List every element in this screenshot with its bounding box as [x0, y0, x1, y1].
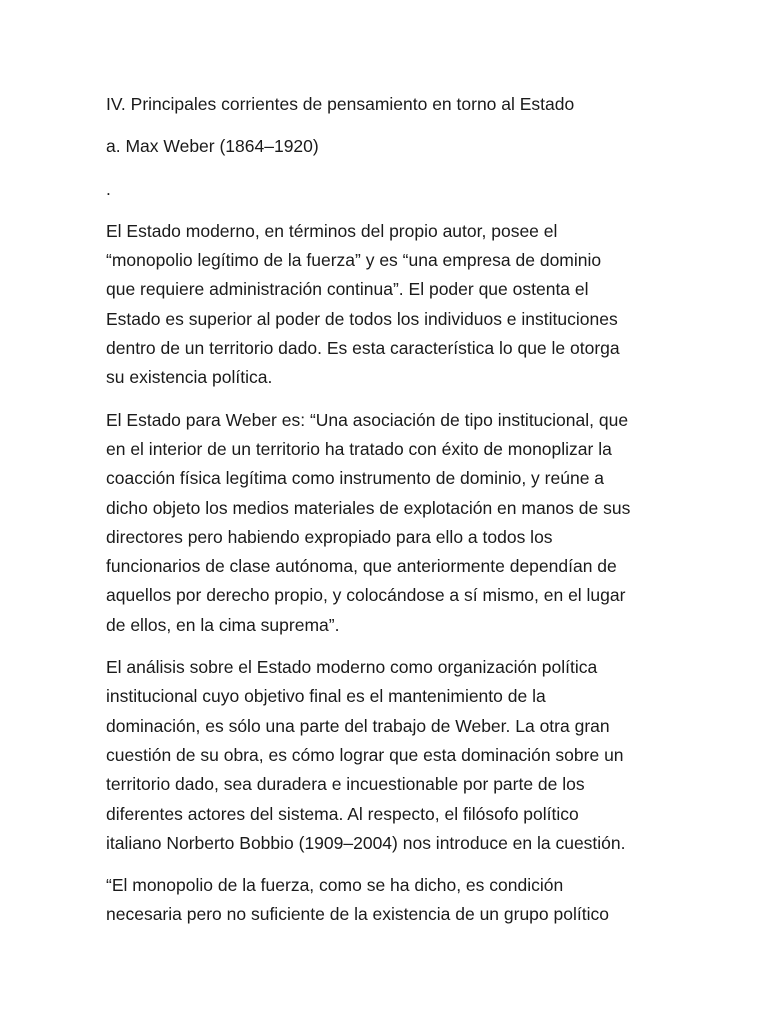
text-line: necesaria pero no suficiente de la existencia de un grupo político [106, 904, 609, 925]
text-line: El análisis sobre el Estado moderno como organización política [106, 657, 598, 678]
text-line: dominación, es sólo una parte del trabajo de Weber. La otra gran [106, 715, 610, 736]
text-line: dentro de un territorio dado. Es esta característica lo que le otorga [106, 338, 620, 359]
text-line: funcionarios de clase autónoma, que anteriormente dependían de [106, 556, 617, 577]
body-text [106, 217, 666, 930]
text-line: institucional cuyo objetivo final es el mantenimiento de la [106, 686, 546, 707]
text-line: “monopolio legítimo de la fuerza” y es “una empresa de dominio [106, 250, 602, 271]
text-line: directores pero habiendo expropiado para ello a todos los [106, 526, 553, 547]
text-line: de ellos, en la cima suprema”. [106, 614, 340, 635]
section-heading: IV. Principales corrientes de pensamiento en torno al Estado [106, 94, 575, 114]
text-line: cuestión de su obra, es cómo lograr que esta dominación sobre un [106, 744, 624, 765]
body-paragraph [106, 406, 666, 640]
text-line: italiano Norberto Bobbio (1909–2004) nos introduce en la cuestión. [106, 832, 626, 853]
text-line: El Estado para Weber es: “Una asociación de tipo institucional, que [106, 409, 629, 430]
text-line: territorio dado, sea duradera e incuestionable por parte de los [106, 774, 585, 795]
text-line: aquellos por derecho propio, y colocándose a sí mismo, en el lugar [106, 585, 626, 606]
text-line: en el interior de un territorio ha tratado con éxito de monoplizar la [106, 438, 612, 459]
text-line: Estado es superior al poder de todos los individuos e instituciones [106, 308, 618, 329]
body-paragraph [106, 217, 666, 393]
separator-dot: . [106, 178, 111, 199]
text-line: “El monopolio de la fuerza, como se ha dicho, es condición [106, 875, 564, 896]
text-line: que requiere administración continua”. El poder que ostenta el [106, 279, 589, 300]
document-page [106, 90, 666, 943]
body-paragraph [106, 871, 666, 930]
subsection-heading: a. Max Weber (1864–1920) [106, 136, 319, 157]
text-line: diferentes actores del sistema. Al respecto, el filósofo político [106, 803, 579, 824]
text-line: El Estado moderno, en términos del propio autor, posee el [106, 220, 558, 241]
text-line: coacción física legítima como instrumento de dominio, y reúne a [106, 468, 605, 489]
body-paragraph [106, 653, 666, 858]
text-line: dicho objeto los medios materiales de explotación en manos de sus [106, 497, 631, 518]
text-line: su existencia política. [106, 367, 273, 388]
